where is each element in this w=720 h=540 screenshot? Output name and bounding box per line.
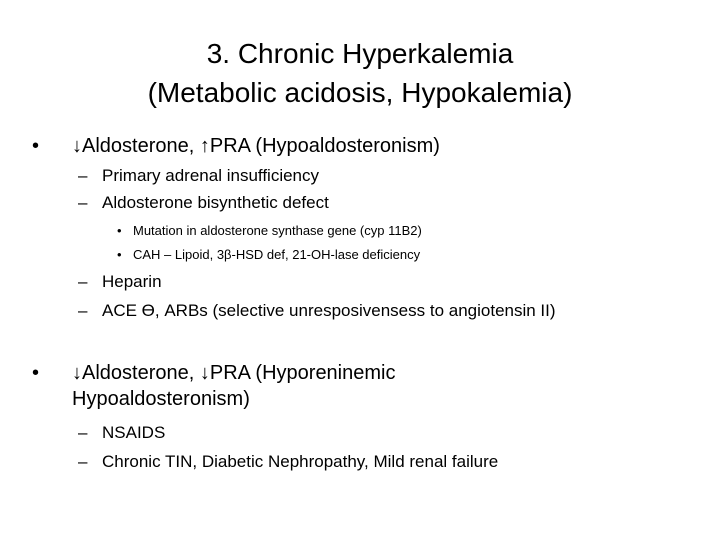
- bullet-icon: •: [32, 362, 40, 384]
- list-item-text: Aldosterone bisynthetic defect: [102, 193, 329, 212]
- list-item-text: Primary adrenal insufficiency: [102, 166, 319, 185]
- dash-bullet-icon: –: [78, 166, 88, 185]
- sub-list-item-text: Mutation in aldosterone synthase gene (cyp 11B2): [133, 223, 422, 238]
- dash-bullet-icon: –: [78, 423, 88, 442]
- bullet-icon: •: [32, 135, 40, 157]
- section-heading-text: ↓Aldosterone, ↓PRA (Hyporeninemic Hypoaldosteronism): [72, 362, 396, 410]
- list-item-text: Chronic TIN, Diabetic Nephropathy, Mild renal failure: [102, 452, 499, 471]
- bullet-icon: •: [117, 247, 122, 262]
- list-item-text: ACE ϴ, ARBs (selective unresposivensess to angiotensin II): [102, 301, 556, 320]
- bullet-icon: •: [117, 223, 122, 238]
- dash-bullet-icon: –: [78, 272, 88, 291]
- list-item-text: Heparin: [102, 272, 162, 291]
- dash-bullet-icon: –: [78, 193, 88, 212]
- title-line-1: 3. Chronic Hyperkalemia: [206, 38, 514, 69]
- slide-title: [0, 34, 720, 112]
- sub-list-item-text: CAH – Lipoid, 3β-HSD def, 21-OH-lase deficiency: [133, 247, 421, 262]
- section-heading-text: ↓Aldosterone, ↑PRA (Hypoaldosteronism): [72, 135, 440, 157]
- dash-bullet-icon: –: [78, 301, 88, 320]
- list-item-text: NSAIDS: [102, 423, 166, 442]
- dash-bullet-icon: –: [78, 452, 88, 471]
- title-line-2: (Metabolic acidosis, Hypokalemia): [147, 77, 573, 108]
